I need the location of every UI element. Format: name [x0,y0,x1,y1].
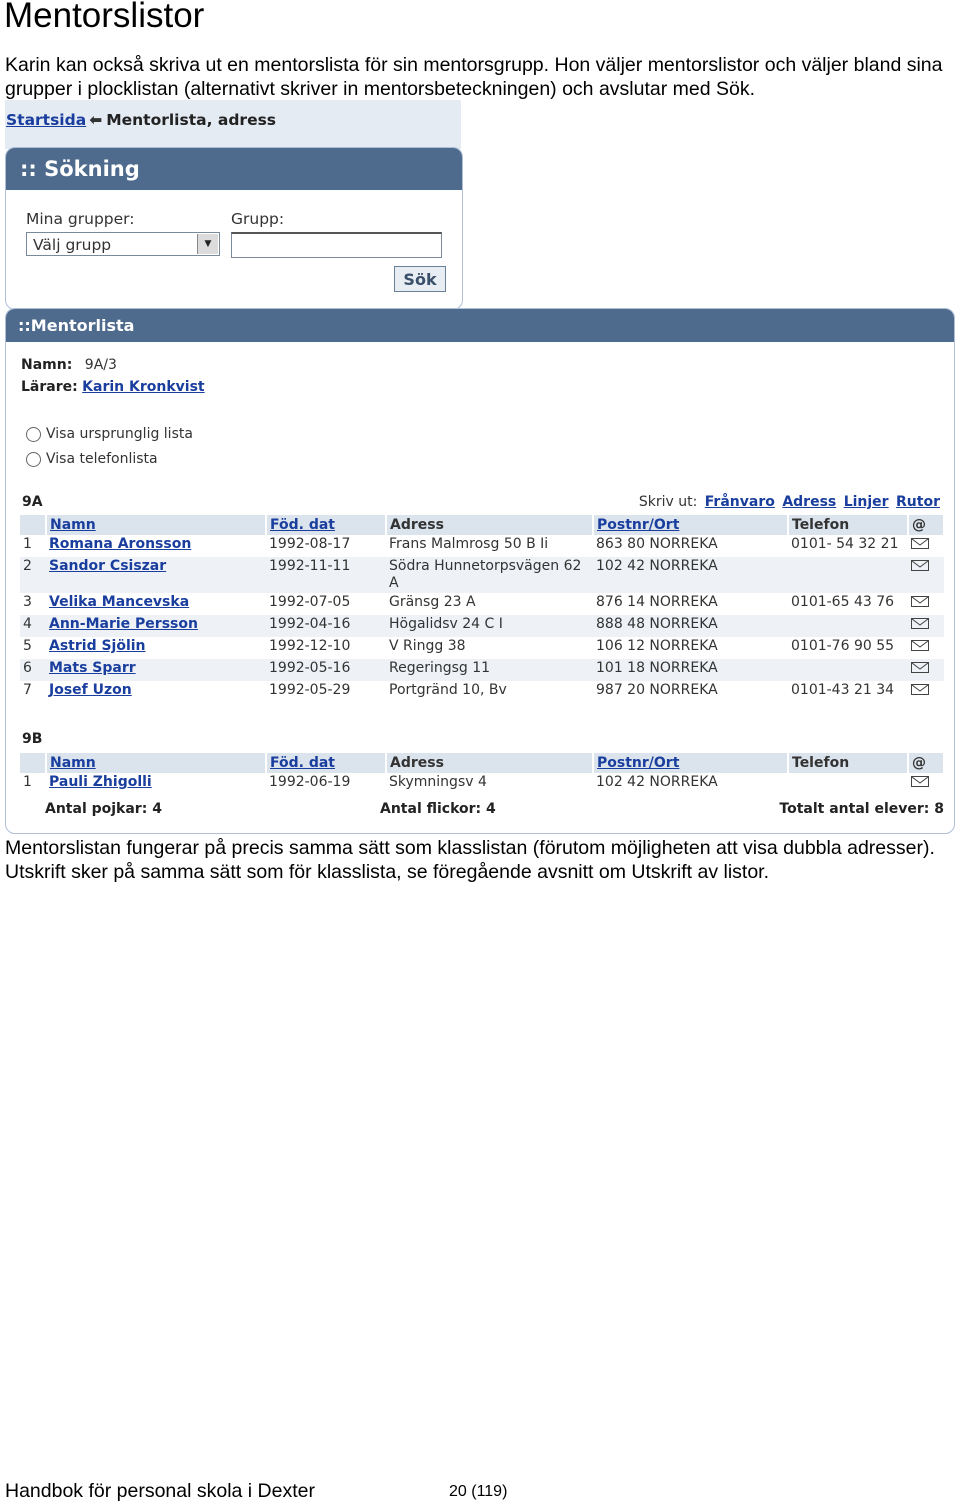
column-sort-link[interactable]: Postnr/Ort [597,517,680,533]
total-girls: Antal flickor: 4 [380,801,496,817]
column-header[interactable] [593,515,788,535]
mail-icon[interactable] [911,662,929,673]
outro-paragraph-1: Mentorslistan fungerar på precis samma sätt som klasslistan (förutom möjligheten att visa dubbla adresser). [5,837,935,859]
phone [788,557,908,593]
mail-icon[interactable] [911,684,929,695]
column-header: Adress [386,753,593,773]
group-title-9b: 9B [22,731,43,747]
table-row [20,615,944,637]
email-cell [908,557,944,593]
column-header[interactable] [593,753,788,773]
column-header[interactable] [266,753,386,773]
group-input[interactable] [231,232,442,258]
table-row [20,557,944,593]
radio-original-label: Visa ursprunglig lista [46,426,193,442]
birth-date: 1992-11-11 [266,557,386,593]
address: Regeringsg 11 [386,659,593,681]
screenshot-mentorlista [5,100,955,834]
phone: 0101-65 43 76 [791,594,895,610]
group-title-9a: 9A [22,494,43,510]
column-sort-link[interactable]: Namn [50,755,96,771]
outro-text [5,836,955,884]
postal-city: 102 42 NORREKA [593,557,788,593]
email-cell [908,615,944,637]
mail-icon[interactable] [911,640,929,651]
radio-phone-label: Visa telefonlista [46,451,158,467]
print-label: Skriv ut: [638,494,698,510]
group-label: Grupp: [231,210,285,228]
table-header-row [20,515,944,535]
birth-date: 1992-05-29 [269,682,351,698]
table-row [20,659,944,681]
student-name-link[interactable]: Romana Aronsson [49,536,192,552]
list-teacher-row [21,379,205,395]
intro-paragraph: Karin kan också skriva ut en mentorslista för sin mentorsgrupp. Hon väljer mentorslistor och väljer bland sina grupper i plocklistan (alternativt skriver in mentorsbeteckningen) och avslutar med Sök. [5,54,943,100]
radio-original-list[interactable] [26,426,193,442]
postal-city: 863 80 NORREKA [596,536,718,552]
column-header: @ [908,753,944,773]
address: Gränsg 23 A [389,594,476,610]
column-sort-link[interactable]: Postnr/Ort [597,755,680,771]
row-number: 2 [20,557,46,593]
row-number: 6 [20,659,46,681]
table-row [20,773,944,795]
mail-icon[interactable] [911,618,929,629]
phone: 0101-43 21 34 [791,682,895,698]
column-sort-link[interactable]: Namn [50,517,96,533]
teacher-link[interactable]: Karin Kronkvist [82,379,205,395]
mentorlist-panel-title: ::Mentorlista [6,309,954,342]
email-cell [908,535,944,557]
mail-icon[interactable] [911,776,929,787]
back-arrow-icon: ⬅ [89,111,103,129]
student-name-cell [46,681,266,703]
student-name-cell [46,557,266,593]
column-header[interactable] [46,515,266,535]
row-number: 5 [23,638,32,654]
phone [788,659,908,681]
column-header: Telefon [788,753,908,773]
search-panel-title: :: Sökning [6,148,462,190]
table-row [20,637,944,659]
print-adress-link[interactable]: Adress [782,494,837,510]
group-table-9b [20,753,945,795]
row-number: 1 [23,774,32,790]
birth-date: 1992-05-16 [266,659,386,681]
mail-icon[interactable] [911,538,929,549]
birth-date: 1992-08-17 [269,536,351,552]
group-table-9a [20,515,945,703]
row-number: 4 [20,615,46,637]
print-links [639,494,940,510]
student-name-link[interactable]: Velika Mancevska [49,594,190,610]
student-name-cell [46,593,266,615]
radio-button[interactable] [26,452,41,467]
column-header: Telefon [788,515,908,535]
breadcrumb [6,111,276,129]
birth-date: 1992-12-10 [269,638,351,654]
student-name-cell [46,637,266,659]
column-header [20,753,46,773]
search-button[interactable]: Sök [394,266,446,292]
birth-date: 1992-07-05 [269,594,351,610]
footer-page-number: 20 (119) [449,1483,508,1500]
chevron-down-icon[interactable]: ▼ [197,234,218,254]
my-groups-label: Mina grupper: [26,210,135,228]
address: Frans Malmrosg 50 B Ii [389,536,549,552]
column-header: @ [908,515,944,535]
column-sort-link[interactable]: Föd. dat [270,755,335,771]
postal-city: 106 12 NORREKA [596,638,718,654]
column-header[interactable] [46,753,266,773]
total-students: Totalt antal elever: 8 [779,801,944,817]
birth-date: 1992-04-16 [266,615,386,637]
list-name-label: Namn: [21,357,73,373]
outro-paragraph-2: Utskrift sker på samma sätt som för klasslista, se föregående avsnitt om Utskrift av listor. [5,861,769,883]
address: Högalidsv 24 C I [386,615,593,637]
print-franvaro-link[interactable]: Frånvaro [704,494,775,510]
column-sort-link[interactable]: Föd. dat [270,517,335,533]
breadcrumb-current: Mentorlista, adress [106,111,277,129]
address: V Ringg 38 [389,638,466,654]
student-name-link[interactable]: Astrid Sjölin [49,638,146,654]
print-linjer-link[interactable]: Linjer [843,494,889,510]
radio-phone-list[interactable] [26,451,158,467]
postal-city: 876 14 NORREKA [596,594,718,610]
top-bar [5,100,461,149]
list-name-row [21,357,117,373]
table-row [20,681,944,703]
email-cell [908,659,944,681]
mail-icon[interactable] [911,560,929,571]
email-cell [908,593,944,615]
student-name-cell [46,535,266,557]
mentorlist-panel [5,308,955,834]
breadcrumb-home-link[interactable]: Startsida [6,111,87,129]
table-header-row [20,753,944,773]
student-name-link[interactable]: Josef Uzon [49,682,132,698]
student-name-cell [46,659,266,681]
column-header: Adress [386,515,593,535]
address: Södra Hunnetorpsvägen 62 A [386,557,593,593]
email-cell [908,773,944,795]
table-row [20,535,944,557]
list-teacher-label: Lärare: [21,379,78,395]
postal-city: 987 20 NORREKA [596,682,718,698]
student-name-link[interactable]: Pauli Zhigolli [49,774,152,790]
group-select[interactable] [26,232,220,256]
table-row [20,593,944,615]
document-title: Mentorslistor [4,0,205,35]
phone: 0101- 54 32 21 [791,536,899,552]
student-name-cell [46,615,266,637]
address: Skymningsv 4 [389,774,487,790]
row-number: 7 [23,682,32,698]
mail-icon[interactable] [911,596,929,607]
row-number: 3 [23,594,32,610]
radio-button[interactable] [26,427,41,442]
student-name-cell [46,773,266,795]
column-header [20,515,46,535]
student-name-link[interactable]: Ann-Marie Persson [49,616,198,632]
email-cell [908,637,944,659]
phone [788,615,908,637]
phone [788,773,908,795]
birth-date: 1992-06-19 [269,774,351,790]
address: Portgränd 10, Bv [389,682,507,698]
print-rutor-link[interactable]: Rutor [896,494,940,510]
email-cell [908,681,944,703]
student-name-link[interactable]: Mats Sparr [49,660,136,676]
row-number: 1 [23,536,32,552]
postal-city: 102 42 NORREKA [596,774,718,790]
student-name-link[interactable]: Sandor Csiszar [49,558,167,574]
postal-city: 101 18 NORREKA [593,659,788,681]
total-boys: Antal pojkar: 4 [45,801,162,817]
list-name-value: 9A/3 [84,357,117,373]
column-header[interactable] [266,515,386,535]
postal-city: 888 48 NORREKA [593,615,788,637]
group-select-value: Välj grupp [33,236,112,254]
search-panel [5,147,463,310]
phone: 0101-76 90 55 [791,638,895,654]
footer-title: Handbok för personal skola i Dexter [5,1480,315,1502]
